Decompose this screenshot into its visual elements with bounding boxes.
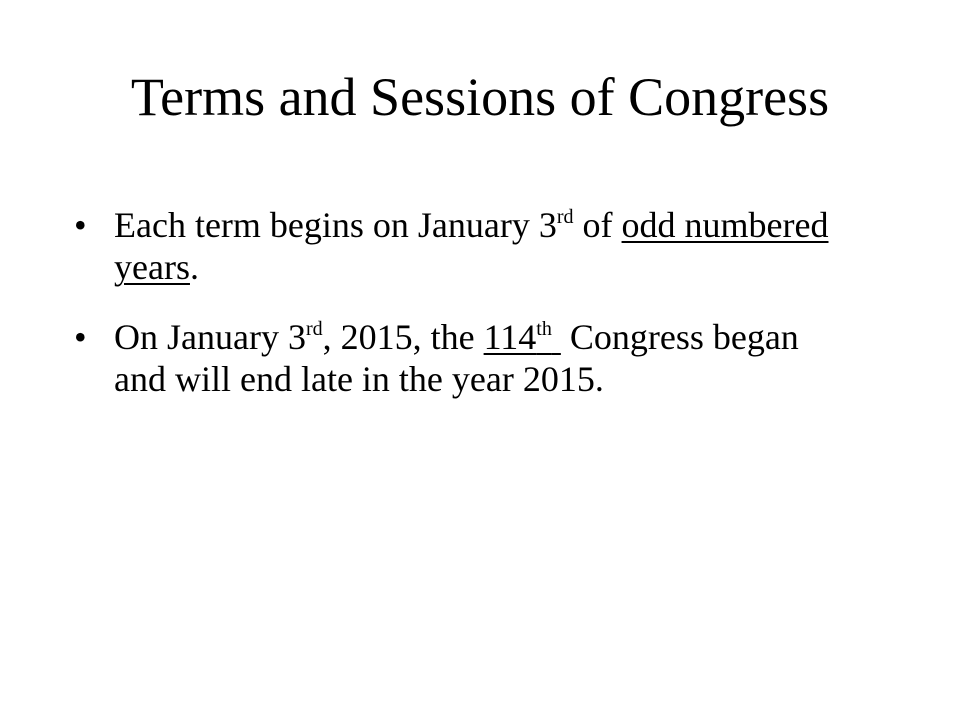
bullet-text: On January 3	[114, 317, 306, 357]
bullet-marker: •	[74, 205, 87, 245]
bullet-text: .	[189, 247, 199, 287]
underlined-congress-number	[484, 317, 561, 357]
bullet-text: of	[573, 205, 622, 245]
ordinal-suffix: rd	[305, 318, 323, 340]
slide-title: Terms and Sessions of Congress	[130, 67, 830, 127]
bullet-item-term-start	[72, 204, 832, 288]
bullet-text: Each term begins on January 3	[114, 205, 557, 245]
bullet-marker: •	[74, 317, 87, 357]
bullet-list	[72, 204, 832, 428]
congress-number: 114	[483, 317, 537, 357]
bullet-text: Congress began and will end late in the year 2015.	[114, 317, 799, 399]
underlined-phrase: odd numbered years	[114, 205, 829, 287]
bullet-item-current-congress	[72, 316, 832, 400]
underline-padding	[552, 317, 561, 357]
bullet-text: , 2015, the	[322, 317, 484, 357]
ordinal-suffix: th	[536, 318, 552, 340]
ordinal-suffix: rd	[556, 206, 574, 228]
